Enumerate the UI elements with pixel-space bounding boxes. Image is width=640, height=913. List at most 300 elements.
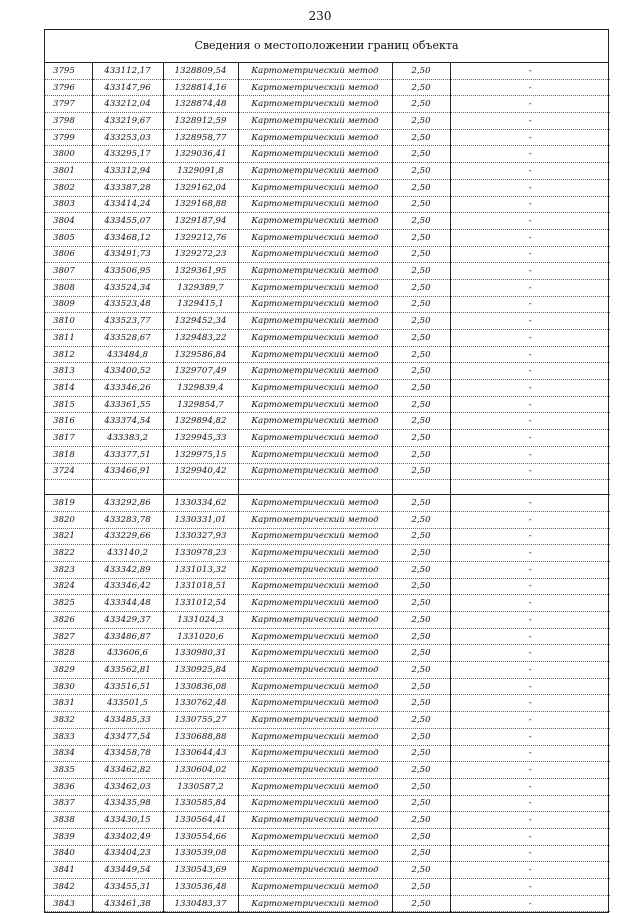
precision: 2,50: [392, 330, 450, 347]
point-number: 3835: [45, 762, 92, 779]
method: Картометрический метод: [238, 463, 392, 480]
y-coordinate: 1329168,88: [163, 196, 238, 213]
y-coordinate: 1330755,27: [163, 712, 238, 729]
method: Картометрический метод: [238, 79, 392, 96]
y-coordinate: 1328874,48: [163, 96, 238, 113]
table-row: [45, 879, 610, 896]
method: Картометрический метод: [238, 561, 392, 578]
table-row: [45, 628, 610, 645]
point-number: 3800: [45, 146, 92, 163]
precision: 2,50: [392, 413, 450, 430]
point-number: 3822: [45, 545, 92, 562]
y-coordinate: 1328958,77: [163, 129, 238, 146]
y-coordinate: 1331013,32: [163, 561, 238, 578]
x-coordinate: 433147,96: [92, 79, 163, 96]
y-coordinate: 1329975,15: [163, 446, 238, 463]
precision: 2,50: [392, 246, 450, 263]
table-row: [45, 396, 610, 413]
point-number: 3837: [45, 795, 92, 812]
x-coordinate: 433283,78: [92, 511, 163, 528]
x-coordinate: 433461,38: [92, 895, 163, 912]
method: Картометрический метод: [238, 528, 392, 545]
method: Картометрический метод: [238, 296, 392, 313]
y-coordinate: 1330327,93: [163, 528, 238, 545]
table-row: [45, 845, 610, 862]
precision: 2,50: [392, 396, 450, 413]
point-number: 3803: [45, 196, 92, 213]
description: -: [450, 545, 610, 562]
precision: 2,50: [392, 363, 450, 380]
x-coordinate: 433435,98: [92, 795, 163, 812]
description: -: [450, 728, 610, 745]
description: -: [450, 380, 610, 397]
point-number: 3811: [45, 330, 92, 347]
table-row: [45, 812, 610, 829]
group-separator: [45, 480, 610, 495]
y-coordinate: 1328809,54: [163, 63, 238, 79]
y-coordinate: 1329212,76: [163, 229, 238, 246]
table-row: [45, 296, 610, 313]
y-coordinate: 1330688,88: [163, 728, 238, 745]
precision: 2,50: [392, 296, 450, 313]
table-row: [45, 895, 610, 912]
description: -: [450, 745, 610, 762]
description: -: [450, 196, 610, 213]
point-number: 3809: [45, 296, 92, 313]
table-row: [45, 662, 610, 679]
precision: 2,50: [392, 778, 450, 795]
point-number: 3804: [45, 213, 92, 230]
point-number: 3838: [45, 812, 92, 829]
method: Картометрический метод: [238, 363, 392, 380]
point-number: 3805: [45, 229, 92, 246]
y-coordinate: 1330483,37: [163, 895, 238, 912]
method: Картометрический метод: [238, 828, 392, 845]
method: Картометрический метод: [238, 712, 392, 729]
point-number: 3808: [45, 279, 92, 296]
point-number: 3816: [45, 413, 92, 430]
table-row: [45, 695, 610, 712]
x-coordinate: 433523,77: [92, 313, 163, 330]
precision: 2,50: [392, 862, 450, 879]
y-coordinate: 1329483,22: [163, 330, 238, 347]
precision: 2,50: [392, 879, 450, 896]
precision: 2,50: [392, 511, 450, 528]
table-row: [45, 96, 610, 113]
table-row: [45, 446, 610, 463]
method: Картометрический метод: [238, 413, 392, 430]
description: -: [450, 463, 610, 480]
method: Картометрический метод: [238, 895, 392, 912]
x-coordinate: 433462,82: [92, 762, 163, 779]
point-number: 3806: [45, 246, 92, 263]
precision: 2,50: [392, 545, 450, 562]
table-row: [45, 561, 610, 578]
separator-cell: [392, 480, 450, 495]
y-coordinate: 1330334,62: [163, 495, 238, 512]
precision: 2,50: [392, 380, 450, 397]
description: -: [450, 313, 610, 330]
description: -: [450, 279, 610, 296]
description: -: [450, 628, 610, 645]
x-coordinate: 433361,55: [92, 396, 163, 413]
x-coordinate: 433455,07: [92, 213, 163, 230]
point-number: 3840: [45, 845, 92, 862]
description: -: [450, 511, 610, 528]
description: -: [450, 129, 610, 146]
precision: 2,50: [392, 678, 450, 695]
table-row: [45, 113, 610, 130]
method: Картометрический метод: [238, 163, 392, 180]
method: Картометрический метод: [238, 662, 392, 679]
table-row: [45, 229, 610, 246]
table-row: [45, 346, 610, 363]
y-coordinate: 1330762,48: [163, 695, 238, 712]
y-coordinate: 1330644,43: [163, 745, 238, 762]
point-number: 3801: [45, 163, 92, 180]
y-coordinate: 1330536,48: [163, 879, 238, 896]
method: Картометрический метод: [238, 279, 392, 296]
precision: 2,50: [392, 279, 450, 296]
table-row: [45, 263, 610, 280]
table-row: [45, 163, 610, 180]
point-number: 3828: [45, 645, 92, 662]
point-number: 3832: [45, 712, 92, 729]
precision: 2,50: [392, 263, 450, 280]
table-row: [45, 63, 610, 79]
description: -: [450, 561, 610, 578]
x-coordinate: 433523,48: [92, 296, 163, 313]
y-coordinate: 1328912,59: [163, 113, 238, 130]
method: Картометрический метод: [238, 695, 392, 712]
x-coordinate: 433485,33: [92, 712, 163, 729]
description: -: [450, 862, 610, 879]
x-coordinate: 433468,12: [92, 229, 163, 246]
precision: 2,50: [392, 346, 450, 363]
description: -: [450, 778, 610, 795]
method: Картометрический метод: [238, 446, 392, 463]
separator-cell: [238, 480, 392, 495]
table-row: [45, 79, 610, 96]
description: -: [450, 612, 610, 629]
method: Картометрический метод: [238, 595, 392, 612]
y-coordinate: 1329036,41: [163, 146, 238, 163]
description: -: [450, 895, 610, 912]
description: -: [450, 163, 610, 180]
x-coordinate: 433342,89: [92, 561, 163, 578]
y-coordinate: 1329586,84: [163, 346, 238, 363]
x-coordinate: 433506,95: [92, 263, 163, 280]
point-number: 3824: [45, 578, 92, 595]
x-coordinate: 433402,49: [92, 828, 163, 845]
x-coordinate: 433491,73: [92, 246, 163, 263]
x-coordinate: 433383,2: [92, 430, 163, 447]
x-coordinate: 433212,04: [92, 96, 163, 113]
table-row: [45, 246, 610, 263]
description: -: [450, 430, 610, 447]
table-row: [45, 213, 610, 230]
description: -: [450, 762, 610, 779]
point-number: 3843: [45, 895, 92, 912]
method: Картометрический метод: [238, 728, 392, 745]
x-coordinate: 433312,94: [92, 163, 163, 180]
x-coordinate: 433430,15: [92, 812, 163, 829]
point-number: 3830: [45, 678, 92, 695]
method: Картометрический метод: [238, 862, 392, 879]
precision: 2,50: [392, 163, 450, 180]
x-coordinate: 433606,6: [92, 645, 163, 662]
separator-cell: [450, 480, 610, 495]
point-number: 3795: [45, 63, 92, 79]
point-number: 3831: [45, 695, 92, 712]
method: Картометрический метод: [238, 313, 392, 330]
description: -: [450, 229, 610, 246]
precision: 2,50: [392, 561, 450, 578]
point-number: 3820: [45, 511, 92, 528]
method: Картометрический метод: [238, 346, 392, 363]
y-coordinate: 1330978,23: [163, 545, 238, 562]
point-number: 3799: [45, 129, 92, 146]
method: Картометрический метод: [238, 645, 392, 662]
table-row: [45, 712, 610, 729]
table-row: [45, 578, 610, 595]
method: Картометрический метод: [238, 812, 392, 829]
precision: 2,50: [392, 313, 450, 330]
point-number: 3839: [45, 828, 92, 845]
precision: 2,50: [392, 662, 450, 679]
precision: 2,50: [392, 578, 450, 595]
y-coordinate: 1329272,23: [163, 246, 238, 263]
point-number: 3813: [45, 363, 92, 380]
x-coordinate: 433404,23: [92, 845, 163, 862]
description: -: [450, 113, 610, 130]
precision: 2,50: [392, 179, 450, 196]
table-row: [45, 778, 610, 795]
method: Картометрический метод: [238, 246, 392, 263]
precision: 2,50: [392, 229, 450, 246]
point-number: 3724: [45, 463, 92, 480]
description: -: [450, 96, 610, 113]
table-row: [45, 862, 610, 879]
y-coordinate: 1331024,3: [163, 612, 238, 629]
x-coordinate: 433477,54: [92, 728, 163, 745]
precision: 2,50: [392, 812, 450, 829]
table-row: [45, 495, 610, 512]
description: -: [450, 528, 610, 545]
x-coordinate: 433429,37: [92, 612, 163, 629]
y-coordinate: 1330836,08: [163, 678, 238, 695]
description: -: [450, 645, 610, 662]
description: -: [450, 578, 610, 595]
description: -: [450, 146, 610, 163]
method: Картометрический метод: [238, 511, 392, 528]
method: Картометрический метод: [238, 612, 392, 629]
precision: 2,50: [392, 463, 450, 480]
coordinates-table: [45, 63, 610, 912]
point-number: 3842: [45, 879, 92, 896]
description: -: [450, 495, 610, 512]
point-number: 3823: [45, 561, 92, 578]
method: Картометрический метод: [238, 845, 392, 862]
y-coordinate: 1330587,2: [163, 778, 238, 795]
x-coordinate: 433516,51: [92, 678, 163, 695]
y-coordinate: 1331020,6: [163, 628, 238, 645]
method: Картометрический метод: [238, 745, 392, 762]
y-coordinate: 1329940,42: [163, 463, 238, 480]
table-row: [45, 279, 610, 296]
point-number: 3814: [45, 380, 92, 397]
description: -: [450, 678, 610, 695]
x-coordinate: 433466,91: [92, 463, 163, 480]
method: Картометрический метод: [238, 96, 392, 113]
y-coordinate: 1329945,33: [163, 430, 238, 447]
precision: 2,50: [392, 528, 450, 545]
description: -: [450, 363, 610, 380]
method: Картометрический метод: [238, 229, 392, 246]
method: Картометрический метод: [238, 795, 392, 812]
y-coordinate: 1329894,82: [163, 413, 238, 430]
description: -: [450, 845, 610, 862]
precision: 2,50: [392, 446, 450, 463]
x-coordinate: 433112,17: [92, 63, 163, 79]
point-number: 3798: [45, 113, 92, 130]
description: -: [450, 296, 610, 313]
precision: 2,50: [392, 828, 450, 845]
x-coordinate: 433346,42: [92, 578, 163, 595]
description: -: [450, 213, 610, 230]
method: Картометрический метод: [238, 263, 392, 280]
y-coordinate: 1330564,41: [163, 812, 238, 829]
method: Картометрический метод: [238, 63, 392, 79]
y-coordinate: 1329839,4: [163, 380, 238, 397]
precision: 2,50: [392, 745, 450, 762]
y-coordinate: 1330554,66: [163, 828, 238, 845]
y-coordinate: 1330604,02: [163, 762, 238, 779]
x-coordinate: 433486,87: [92, 628, 163, 645]
precision: 2,50: [392, 728, 450, 745]
page-number: 230: [308, 9, 332, 23]
precision: 2,50: [392, 63, 450, 79]
y-coordinate: 1330585,84: [163, 795, 238, 812]
x-coordinate: 433387,28: [92, 179, 163, 196]
table-row: [45, 196, 610, 213]
y-coordinate: 1329091,8: [163, 163, 238, 180]
precision: 2,50: [392, 196, 450, 213]
description: -: [450, 695, 610, 712]
y-coordinate: 1330980,31: [163, 645, 238, 662]
y-coordinate: 1330331,01: [163, 511, 238, 528]
table-row: [45, 380, 610, 397]
y-coordinate: 1329452,34: [163, 313, 238, 330]
y-coordinate: 1329415,1: [163, 296, 238, 313]
point-number: 3836: [45, 778, 92, 795]
table-row: [45, 363, 610, 380]
table-row: [45, 828, 610, 845]
precision: 2,50: [392, 762, 450, 779]
point-number: 3834: [45, 745, 92, 762]
table-row: [45, 413, 610, 430]
method: Картометрический метод: [238, 545, 392, 562]
table-row: [45, 612, 610, 629]
x-coordinate: 433374,54: [92, 413, 163, 430]
x-coordinate: 433377,51: [92, 446, 163, 463]
table-row: [45, 146, 610, 163]
table-row: [45, 129, 610, 146]
y-coordinate: 1328814,16: [163, 79, 238, 96]
precision: 2,50: [392, 213, 450, 230]
precision: 2,50: [392, 79, 450, 96]
precision: 2,50: [392, 795, 450, 812]
table-row: [45, 545, 610, 562]
table-row: [45, 645, 610, 662]
x-coordinate: 433455,31: [92, 879, 163, 896]
method: Картометрический метод: [238, 879, 392, 896]
method: Картометрический метод: [238, 578, 392, 595]
table-row: [45, 511, 610, 528]
y-coordinate: 1331018,51: [163, 578, 238, 595]
table-row: [45, 678, 610, 695]
precision: 2,50: [392, 595, 450, 612]
table-row: [45, 745, 610, 762]
description: -: [450, 795, 610, 812]
table-row: [45, 179, 610, 196]
description: -: [450, 79, 610, 96]
point-number: 3796: [45, 79, 92, 96]
x-coordinate: 433562,81: [92, 662, 163, 679]
description: -: [450, 446, 610, 463]
x-coordinate: 433229,66: [92, 528, 163, 545]
x-coordinate: 433449,54: [92, 862, 163, 879]
precision: 2,50: [392, 146, 450, 163]
method: Картометрический метод: [238, 430, 392, 447]
x-coordinate: 433484,8: [92, 346, 163, 363]
table-row: [45, 528, 610, 545]
point-number: 3833: [45, 728, 92, 745]
point-number: 3812: [45, 346, 92, 363]
y-coordinate: 1330539,08: [163, 845, 238, 862]
description: -: [450, 828, 610, 845]
method: Картометрический метод: [238, 778, 392, 795]
description: -: [450, 413, 610, 430]
precision: 2,50: [392, 612, 450, 629]
precision: 2,50: [392, 895, 450, 912]
separator-cell: [163, 480, 238, 495]
point-number: 3827: [45, 628, 92, 645]
point-number: 3802: [45, 179, 92, 196]
method: Картометрический метод: [238, 628, 392, 645]
point-number: 3817: [45, 430, 92, 447]
x-coordinate: 433295,17: [92, 146, 163, 163]
precision: 2,50: [392, 113, 450, 130]
method: Картометрический метод: [238, 213, 392, 230]
description: -: [450, 396, 610, 413]
point-number: 3829: [45, 662, 92, 679]
description: -: [450, 346, 610, 363]
method: Картометрический метод: [238, 196, 392, 213]
y-coordinate: 1329389,7: [163, 279, 238, 296]
y-coordinate: 1331012,54: [163, 595, 238, 612]
table-row: [45, 795, 610, 812]
method: Картометрический метод: [238, 146, 392, 163]
x-coordinate: 433400,52: [92, 363, 163, 380]
method: Картометрический метод: [238, 113, 392, 130]
point-number: 3818: [45, 446, 92, 463]
description: -: [450, 263, 610, 280]
boundary-table-sheet: [44, 29, 609, 913]
description: -: [450, 246, 610, 263]
method: Картометрический метод: [238, 380, 392, 397]
y-coordinate: 1329854,7: [163, 396, 238, 413]
